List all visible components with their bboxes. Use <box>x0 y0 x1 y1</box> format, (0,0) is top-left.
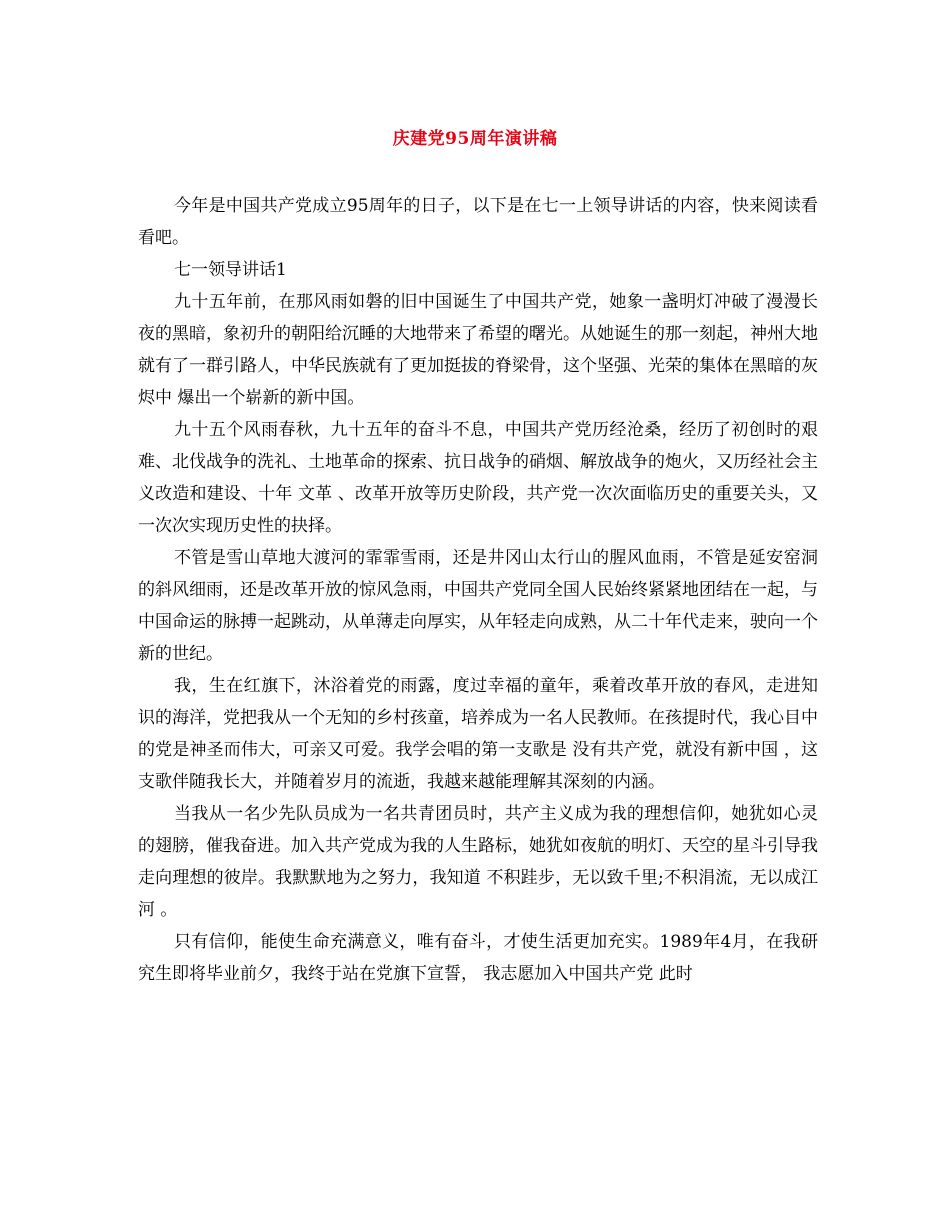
paragraph: 九十五个风雨春秋，九十五年的奋斗不息，中国共产党历经沧桑，经历了初创时的艰难、北伐战争的洗礼、土地革命的探索、抗日战争的硝烟、解放战争的炮火，又历经社会主义改造和建设、十年 文革 、改革开放等历史阶段，共产党一次次面临历史的重要关头，又一次次实现历史性的抉择。 <box>138 420 818 536</box>
paragraph: 九十五年前，在那风雨如磐的旧中国诞生了中国共产党，她象一盏明灯冲破了漫漫长夜的黑暗，象初升的朝阳给沉睡的大地带来了希望的曙光。从她诞生的那一刻起，神州大地就有了一群引路人，中华民族就有了更加挺拔的脊梁骨，这个坚强、光荣的集体在黑暗的灰烬中 爆出一个崭新的新中国。 <box>138 292 818 408</box>
document-body <box>138 190 818 990</box>
paragraph: 我，生在红旗下，沐浴着党的雨露，度过幸福的童年，乘着改革开放的春风，走进知识的海洋，党把我从一个无知的乡村孩童，培养成为一名人民教师。在孩提时代，我心目中的党是神圣而伟大，可亲又可爱。我学会唱的第一支歌是 没有共产党，就没有新中国 ，这支歌伴随我长大，并随着岁月的流逝，我越来越能理解其深刻的内涵。 <box>138 676 818 792</box>
document-title: 庆建党95周年演讲稿 <box>392 129 558 149</box>
paragraph: 当我从一名少先队员成为一名共青团员时，共产主义成为我的理想信仰，她犹如心灵的翅膀，催我奋进。加入共产党成为我的人生路标，她犹如夜航的明灯、天空的星斗引导我走向理想的彼岸。我默默地为之努力，我知道 不积跬步，无以致千里;不积涓流，无以成江河 。 <box>138 804 818 920</box>
section-heading: 七一领导讲话1 <box>174 260 287 280</box>
paragraph: 今年是中国共产党成立95周年的日子，以下是在七一上领导讲话的内容，快来阅读看看吧。 <box>138 196 818 248</box>
paragraph: 不管是雪山草地大渡河的霏霏雪雨，还是井冈山太行山的腥风血雨，不管是延安窑洞的斜风细雨，还是改革开放的惊风急雨，中国共产党同全国人民始终紧紧地团结在一起，与中国命运的脉搏一起跳动，从单薄走向厚实，从年轻走向成熟，从二十年代走来，驶向一个新的世纪。 <box>138 548 818 664</box>
paragraph: 只有信仰，能使生命充满意义，唯有奋斗，才使生活更加充实。1989年4月，在我研究生即将毕业前夕，我终于站在党旗下宣誓， 我志愿加入中国共产党 此时 <box>138 932 818 984</box>
